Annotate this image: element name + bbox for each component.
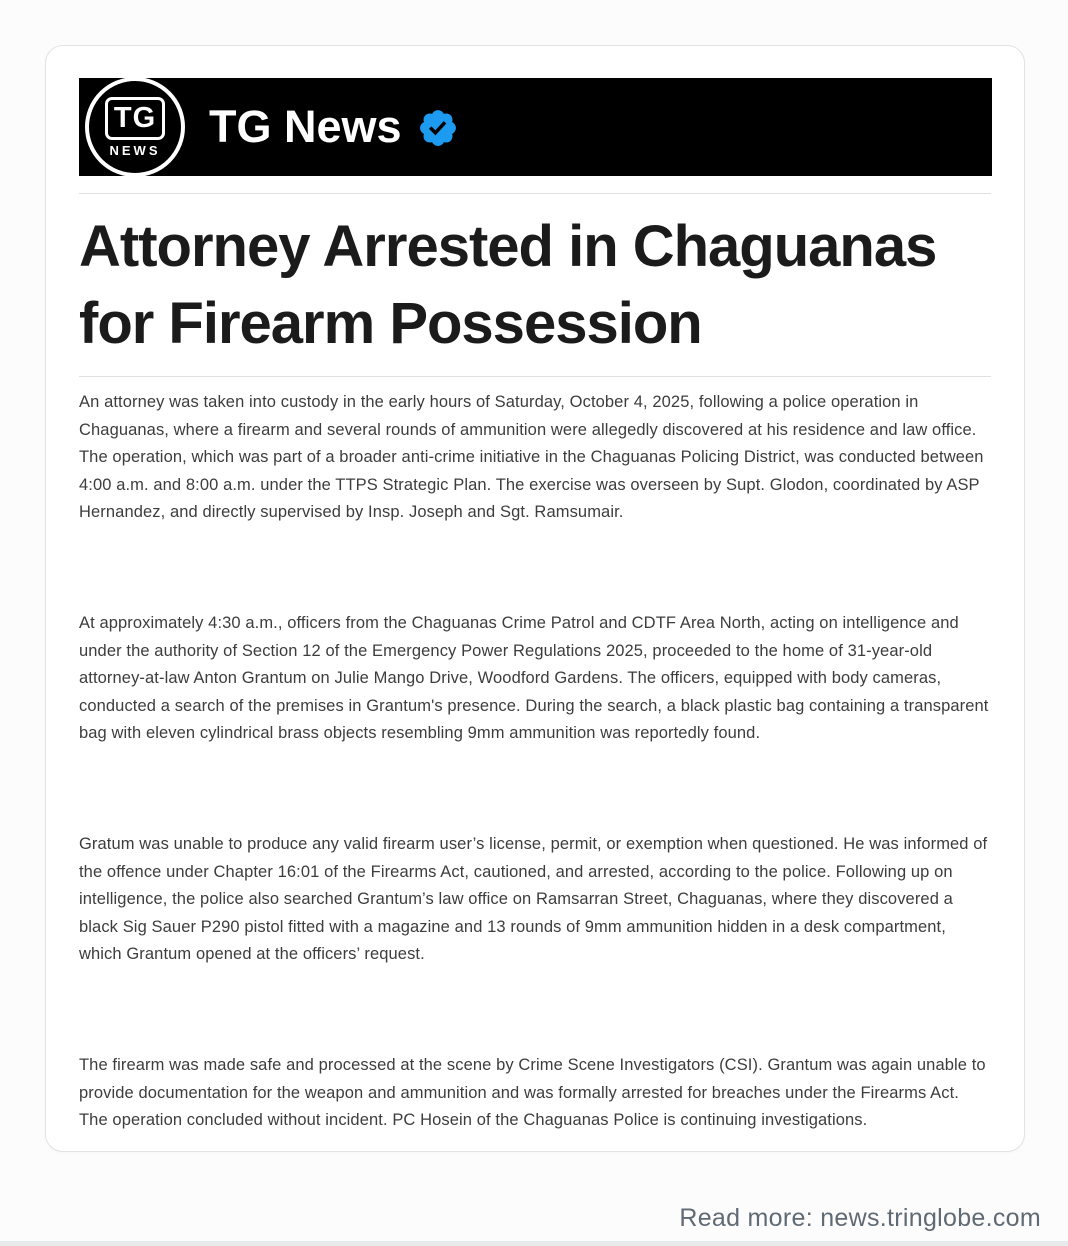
- article-paragraph: An attorney was taken into custody in the early hours of Saturday, October 4, 2025, following a police operation in Chaguanas, where a firearm and several rounds of ammunition were allegedly discovered at his residence and law office. The operation, which was part of a broader anti-crime initiative in the Chaguanas Policing District, was conducted between 4:00 a.m. and 8:00 a.m. under the TTPS Strategic Plan. The exercise was overseen by Supt. Glodon, coordinated by ASP Hernandez, and directly supervised by Insp. Joseph and Sgt. Ramsumair.: [79, 393, 984, 522]
- brand-title: TG News: [209, 101, 402, 152]
- article-body: [79, 389, 991, 1135]
- divider-above-headline: [79, 193, 991, 194]
- brand-banner: [79, 78, 992, 176]
- read-more-link[interactable]: Read more: news.tringlobe.com: [679, 1204, 1041, 1232]
- logo-news-text: NEWS: [109, 142, 161, 158]
- article-paragraph: At approximately 4:30 a.m., officers from the Chaguanas Crime Patrol and CDTF Area North, acting on intelligence and under the authority of Section 12 of the Emergency Power Regulations 2025, proceeded to the home of 31-year-old attorney-at-law Anton Grantum on Julie Mango Drive, Woodford Gardens. The officers, equipped with body cameras, conducted a search of the premises in Grantum's presence. During the search, a black plastic bag containing a transparent bag with eleven cylindrical brass objects resembling 9mm ammunition was reportedly found.: [79, 613, 989, 743]
- logo-tg-text: TG: [105, 97, 165, 140]
- article-paragraph: Gratum was unable to produce any valid firearm user’s license, permit, or exemption when questioned. He was informed of the offence under Chapter 16:01 of the Firearms Act, cautioned, and arrested, according to the police. Following up on intelligence, the police also searched Grantum’s law office on Ramsarran Street, Chaguanas, where they discovered a black Sig Sauer P290 pistol fitted with a magazine and 13 rounds of 9mm ammunition hidden in a desk compartment, which Grantum opened at the officers’ request.: [79, 834, 988, 964]
- article-paragraph: The firearm was made safe and processed at the scene by Crime Scene Investigators (CSI). Grantum was again unable to provide documentation for the weapon and ammunition and was formally arrested for breaches under the Firearms Act. The operation concluded without incident. PC Hosein of the Chaguanas Police is continuing investigations.: [79, 1055, 986, 1130]
- tg-news-logo: [85, 77, 185, 177]
- bottom-strip: [0, 1241, 1068, 1246]
- verified-badge-icon: [417, 107, 459, 149]
- article-headline: Attorney Arrested in Chaguanas for Firearm Possession: [79, 214, 937, 356]
- divider-below-headline: [79, 376, 991, 377]
- article-card: [45, 45, 1025, 1152]
